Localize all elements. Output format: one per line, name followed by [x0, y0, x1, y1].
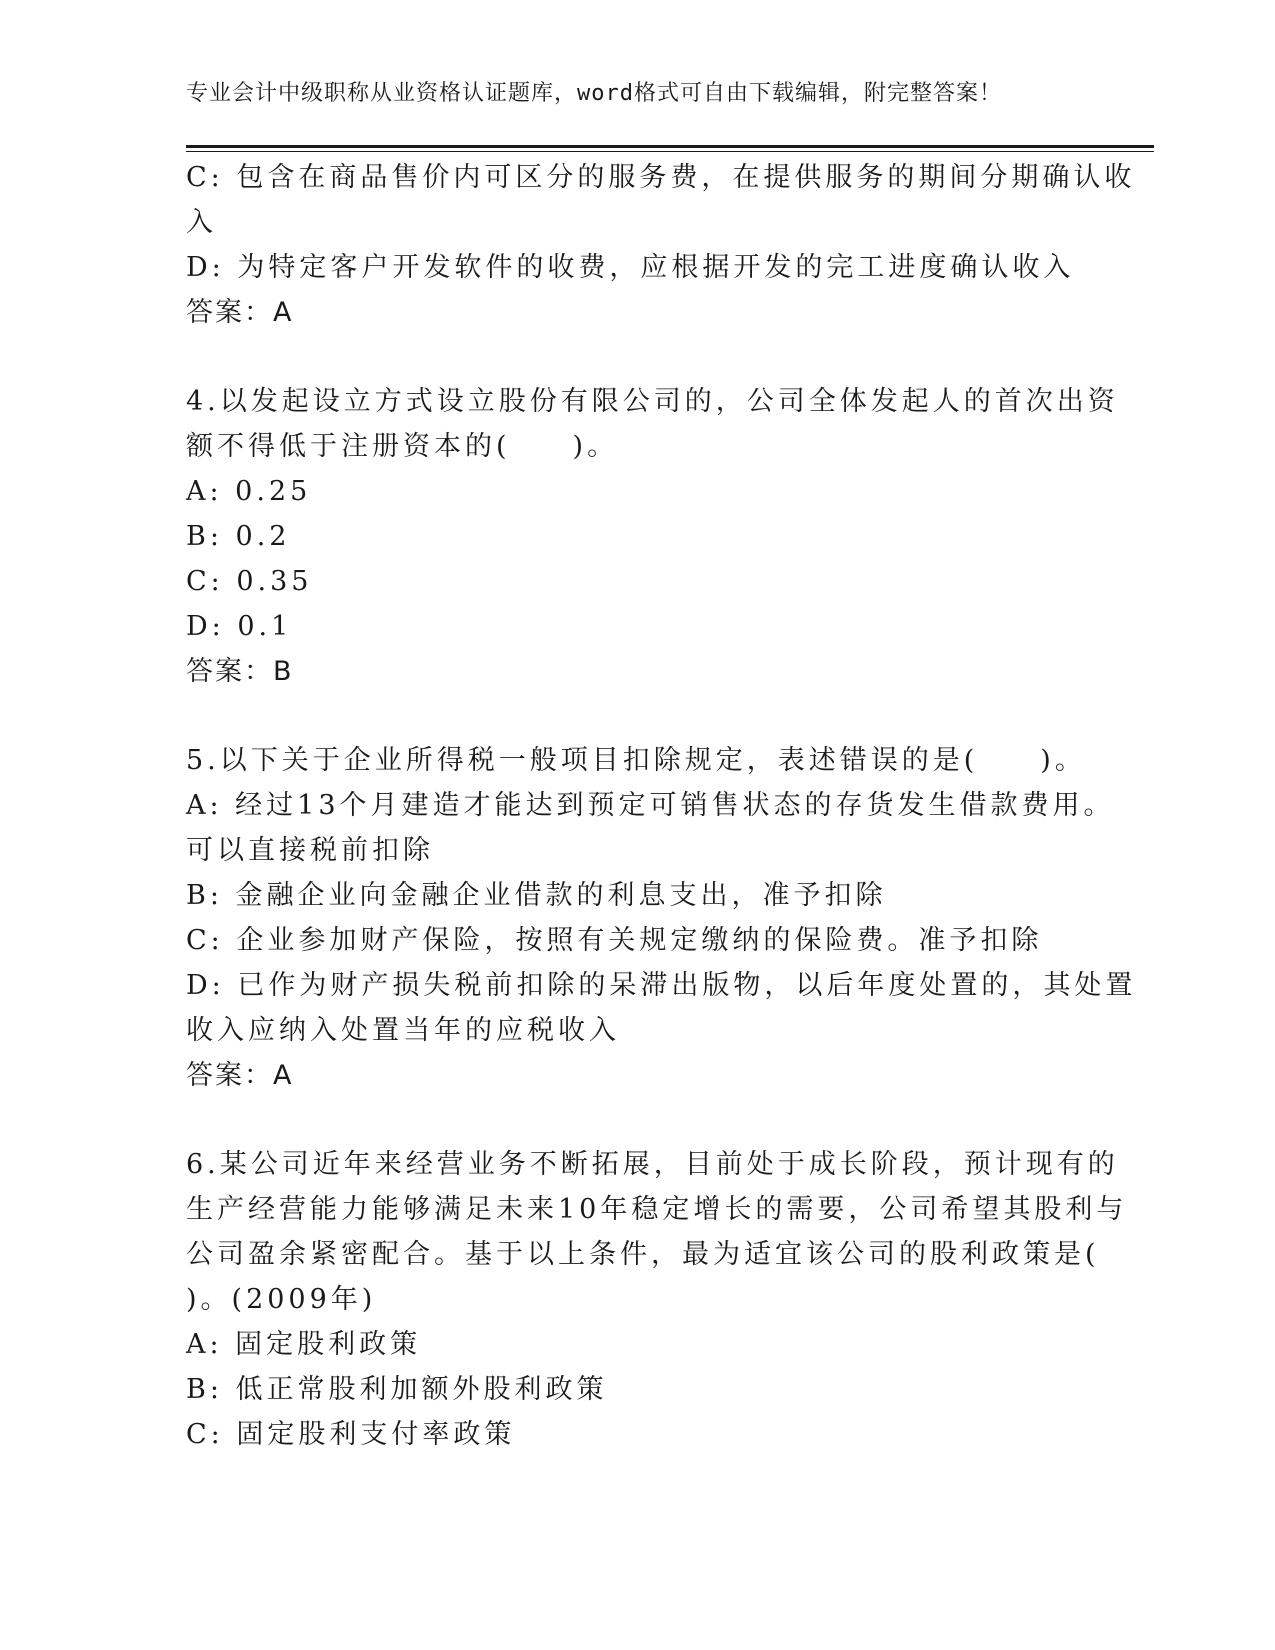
question-line: 4.以发起设立方式设立股份有限公司的，公司全体发起人的首次出资: [186, 386, 1119, 417]
question-content: [186, 155, 1137, 1457]
option-line: C: 企业参加财产保险，按照有关规定缴纳的保险费。准予扣除: [186, 925, 1043, 956]
header-rule-thick: [186, 145, 1154, 148]
block-spacer: [186, 335, 1086, 379]
option-line: D: 已作为财产损失税前扣除的呆滞出版物，以后年度处置的，其处置: [186, 970, 1137, 1001]
option-line: C: 包含在商品售价内可区分的服务费，在提供服务的期间分期确认收: [186, 162, 1136, 193]
option-line: A: 经过13个月建造才能达到预定可销售状态的存货发生借款费用。: [186, 790, 1115, 821]
option-line: A: 0.25: [186, 476, 312, 507]
question-line: 额不得低于注册资本的( )。: [186, 431, 619, 462]
option-line: B: 0.2: [186, 521, 291, 552]
page-header: 专业会计中级职称从业资格认证题库，word格式可自由下载编辑，附完整答案！: [186, 81, 1002, 106]
option-line: 入: [186, 207, 217, 238]
option-line: A: 固定股利政策: [186, 1329, 422, 1360]
option-line: C: 0.35: [186, 566, 313, 597]
question-block: [186, 155, 1136, 335]
header-rule-thin: [186, 151, 1154, 152]
answer-line: 答案：B: [186, 656, 294, 687]
question-block: [186, 1142, 1128, 1457]
option-line: D: 0.1: [186, 611, 293, 642]
option-line: B: 低正常股利加额外股利政策: [186, 1374, 608, 1405]
question-line: 5.以下关于企业所得税一般项目扣除规定，表述错误的是( )。: [186, 745, 1086, 776]
question-line: 6.某公司近年来经营业务不断拓展，目前处于成长阶段，预计现有的: [186, 1149, 1119, 1180]
option-line: C: 固定股利支付率政策: [186, 1419, 516, 1450]
question-line: )。(2009年): [186, 1284, 377, 1315]
option-line: 可以直接税前扣除: [186, 835, 434, 866]
question-line: 生产经营能力能够满足未来10年稳定增长的需要，公司希望其股利与: [186, 1194, 1128, 1225]
question-block: [186, 738, 1137, 1098]
answer-line: 答案：A: [186, 297, 294, 328]
answer-line: 答案：A: [186, 1060, 294, 1091]
question-block: [186, 379, 1119, 694]
option-line: D: 为特定客户开发软件的收费，应根据开发的完工进度确认收入: [186, 252, 1075, 283]
option-line: B: 金融企业向金融企业借款的利息支出，准予扣除: [186, 880, 887, 911]
question-line: 公司盈余紧密配合。基于以上条件，最为适宜该公司的股利政策是(: [186, 1239, 1100, 1270]
block-spacer: [186, 694, 1086, 738]
option-line: 收入应纳入处置当年的应税收入: [186, 1015, 620, 1046]
block-spacer: [186, 1098, 1086, 1142]
